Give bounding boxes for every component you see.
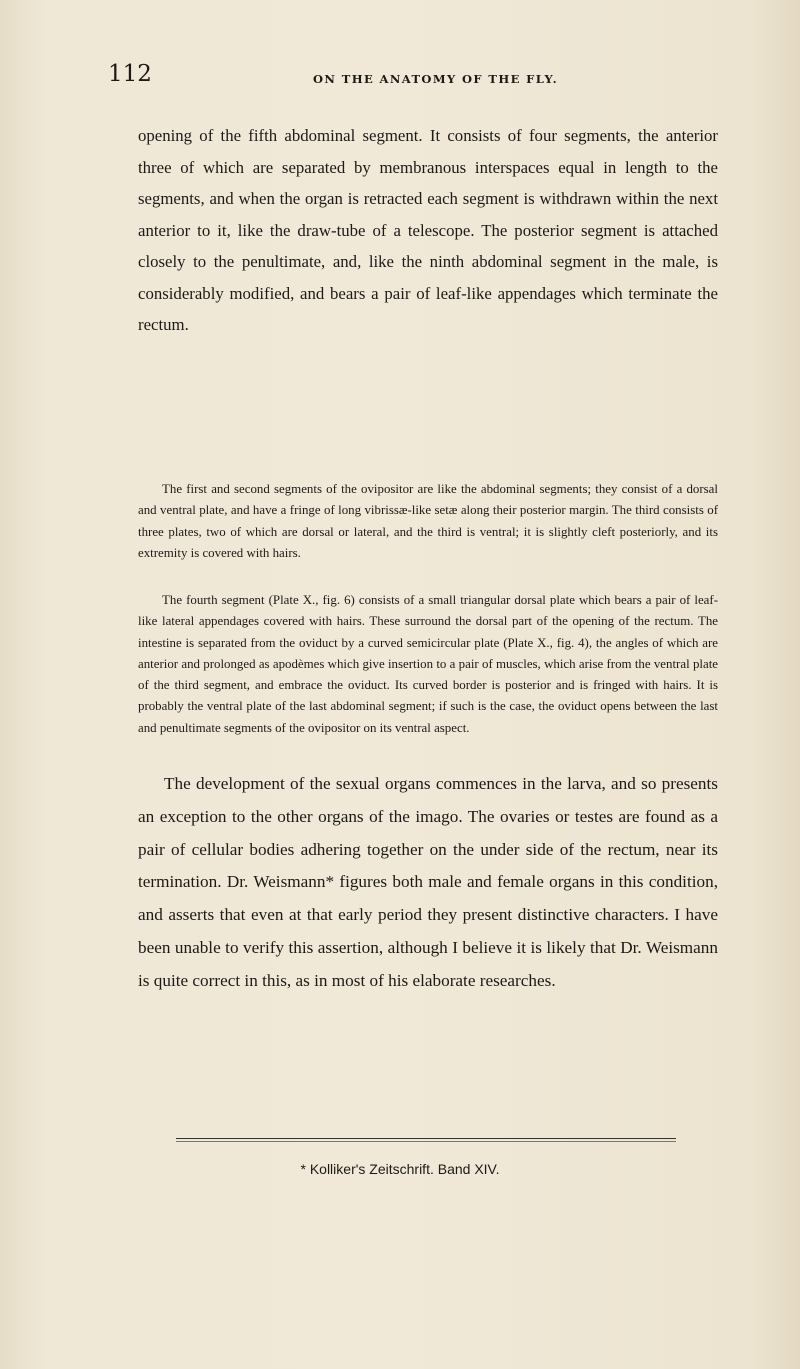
footnote-divider-lower <box>176 1141 676 1142</box>
page-header <box>108 60 728 94</box>
paragraph-sexual-organ-development: The development of the sexual organs commences in the larva, and so presents an exception to the other organs of the imago. The ovaries or testes are found as a pair of cellular bodies adhering together on the under side of the rectum, near its termination. Dr. Weismann* figures both male and female organs in this condition, and asserts that even at that early period they present distinctive characters. I have been unable to verify this assertion, although I believe it is likely that Dr. Weismann is quite correct in this, as in most of his elaborate researches. <box>138 774 718 990</box>
paragraph-fourth-segment: The fourth segment (Plate X., fig. 6) consists of a small triangular dorsal plate which bears a pair of leaf-like lateral appendages covered with hairs. These surround the dorsal part of the opening of the rectum. The intestine is separated from the oviduct by a curved semicircular plate (Plate X., fig. 4), the angles of which are anterior and prolonged as apodèmes which give insertion to a pair of muscles, which arise from the ventral plate of the third segment, and embrace the oviduct. Its curved border is posterior and is fringed with hairs. It is probably the ventral plate of the last abdominal segment; if such is the case, the oviduct opens between the last and penultimate segments of the ovipositor on its ventral aspect. <box>138 593 718 735</box>
footnote: * Kolliker's Zeitschrift. Band XIV. <box>300 1161 500 1177</box>
paragraph-ovipositor-segments: opening of the fifth abdominal segment. It consists of four segments, the anterior three of which are separated by membranous interspaces equal in length to the segments, and when the organ is retracted each segment is withdrawn within the next anterior to it, like the draw-tube of a telescope. The posterior segment is attached closely to the penultimate, and, like the ninth abdominal segment in the male, is considerably modified, and bears a pair of leaf-like appendages which terminate the rectum. <box>138 126 718 334</box>
footnote-divider <box>176 1138 676 1139</box>
paragraph-first-second-segments: The first and second segments of the ovipositor are like the abdominal segments; they consist of a dorsal and ventral plate, and have a fringe of long vibrissæ-like setæ along their posterior margin. The third consists of three plates, two of which are dorsal or lateral, and the third is ventral; it is slightly cleft posteriorly, and its extremity is covered with hairs. <box>138 482 718 560</box>
page-number: 112 <box>108 61 152 87</box>
running-head: ON THE ANATOMY OF THE FLY. <box>313 72 558 86</box>
